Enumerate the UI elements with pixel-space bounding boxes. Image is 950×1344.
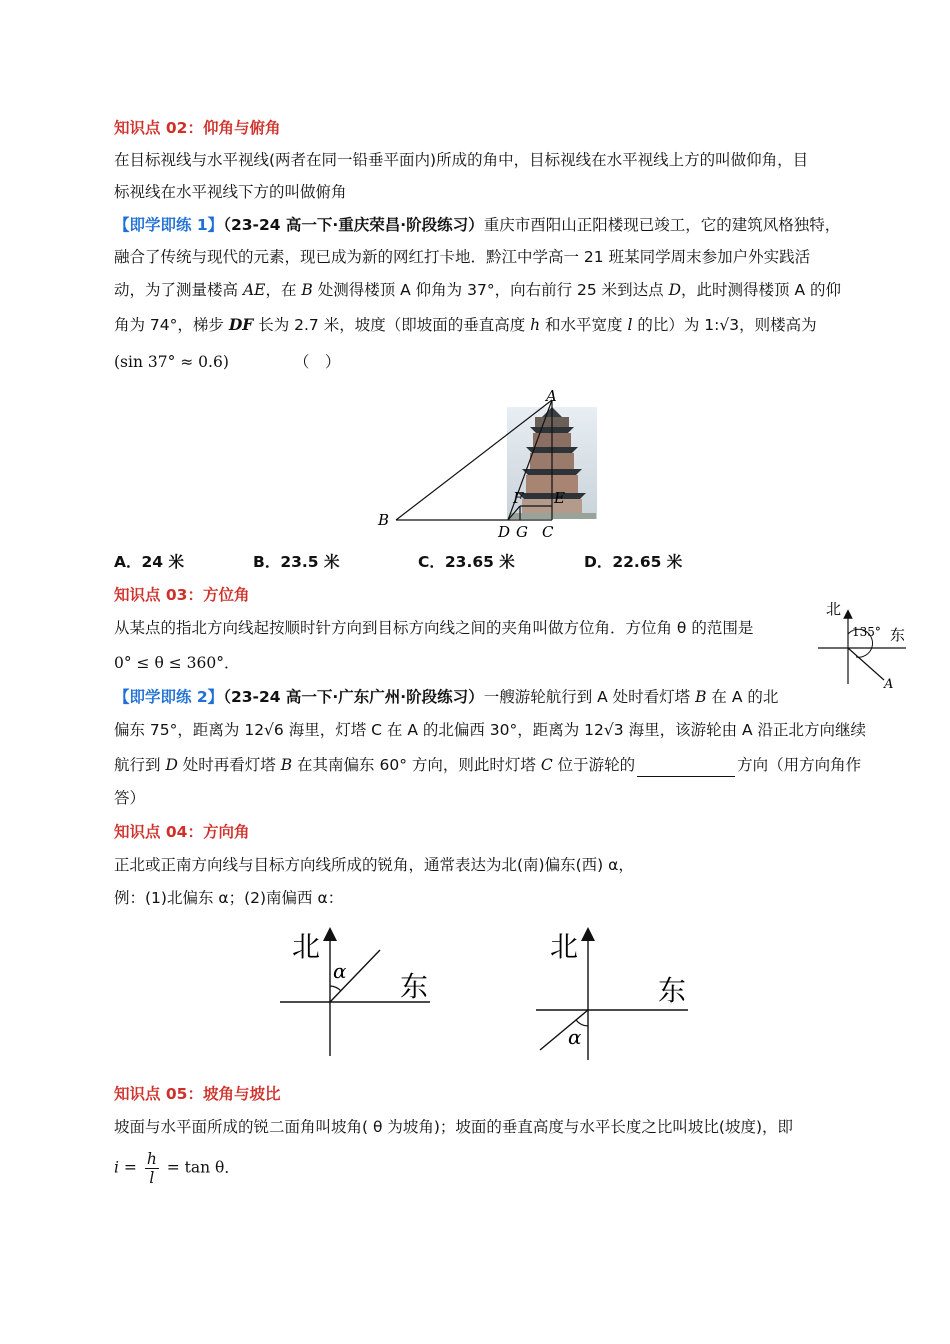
label-d: D	[498, 523, 511, 541]
option-d[interactable]: D．22.65 米	[584, 553, 683, 571]
north-label: 北	[826, 600, 842, 618]
label-a: A	[546, 387, 557, 405]
ex2-l3c: 处时再看灯塔	[177, 756, 281, 774]
eq-denominator: l	[149, 1169, 155, 1187]
kp04-title: 知识点 04：方向角	[114, 823, 250, 841]
label-f: F	[513, 489, 524, 507]
ne-east-label: 东	[400, 970, 429, 1003]
ex1-tag: 【即学即练 1】	[114, 216, 224, 234]
bearing-figure	[812, 594, 922, 692]
kp05-text-1: 坡面与水平面所成的锐二面角叫坡角( θ 为坡角)；坡面的垂直高度与水平长度之比叫坡比(坡度)，即	[114, 1118, 794, 1136]
ex2-l3e: 在其南偏东 60° 方向，则此时灯塔	[292, 756, 541, 774]
ne-arc	[330, 986, 341, 991]
ex2-l3h: 方向（用方向角作	[737, 756, 862, 774]
ne-north-label: 北	[292, 930, 321, 963]
kp02-text-1: 在目标视线与水平视线(两者在同一铅垂平面内)所成的角中，目标视线在水平视线上方的叫做仰角，目	[114, 151, 809, 169]
kp05-title: 知识点 05：坡角与坡比	[114, 1085, 281, 1103]
ex1-var-d: D	[668, 281, 682, 299]
eq-tan: = tan θ．	[166, 1158, 240, 1177]
kp03-text-1: 从某点的指北方向线起按顺时针方向到目标方向线之间的夹角叫做方位角．方位角 θ 的范围是	[114, 619, 754, 637]
ex1-source: （23-24 高一下·重庆荣昌·阶段练习）	[223, 216, 484, 234]
eq-i: i	[114, 1158, 119, 1177]
label-e: E	[554, 489, 565, 507]
kp04-text-2: 例：(1)北偏东 α；(2)南偏西 α：	[114, 889, 344, 907]
answer-blank[interactable]	[637, 760, 735, 777]
eq-equals: =	[123, 1158, 137, 1177]
ex1-l4g: 的比）为 1:√3，则楼高为	[632, 316, 817, 334]
ex2-line-3	[114, 753, 861, 777]
ex2-var-b2: B	[280, 756, 293, 774]
ex1-line-4	[114, 313, 817, 337]
eq-numerator: h	[146, 1150, 157, 1168]
ex1-var-df: DF	[228, 315, 254, 334]
ex1-l4c: 长为 2.7 米，坡度（即坡面的垂直高度	[253, 316, 531, 334]
sw-alpha-label: α	[568, 1025, 582, 1049]
eq-fraction	[145, 1150, 159, 1187]
ex1-l3c: ，在	[265, 281, 302, 299]
point-a-label: A	[884, 677, 894, 692]
ex2-line-1	[114, 685, 778, 709]
kp05-equation	[114, 1150, 240, 1187]
sw-alpha-figure	[528, 920, 698, 1065]
ex1-var-l: l	[627, 316, 633, 334]
kp02-title: 知识点 02：仰角与俯角	[114, 119, 281, 137]
ex1-sin-hint: (sin 37° ≈ 0.6)	[114, 353, 229, 371]
ex1-l4e: 和水平宽度	[540, 316, 628, 334]
ex1-line-3	[114, 278, 841, 302]
ex2-tag: 【即学即练 2】	[114, 688, 224, 706]
option-b[interactable]: B．23.5 米	[253, 553, 340, 571]
sw-east-label: 东	[658, 974, 687, 1007]
ex1-l4a: 角为 74°，梯步	[114, 316, 229, 334]
kp03-text-2: 0° ≤ θ ≤ 360°．	[114, 654, 240, 672]
option-a[interactable]: A．24 米	[114, 553, 184, 571]
ex2-var-d: D	[165, 756, 178, 774]
angle-label: 135°	[852, 625, 881, 639]
sw-north-label: 北	[550, 930, 579, 963]
ex2-l1c: 在 A 的北	[706, 688, 779, 706]
ex1-l3e: 处测得楼顶 A 仰角为 37°，向右前行 25 米到达点	[312, 281, 669, 299]
ne-alpha-label: α	[333, 959, 347, 983]
ex2-line-4: 答）	[114, 789, 146, 807]
ex2-l3a: 航行到	[114, 756, 166, 774]
label-g: G	[516, 523, 528, 541]
option-c[interactable]: C．23.65 米	[418, 553, 515, 571]
ex1-var-ae: AE	[242, 281, 266, 299]
bearing-line	[848, 648, 884, 680]
ex2-source: （23-24 高一下·广东广州·阶段练习）	[223, 688, 484, 706]
ex2-var-c: C	[540, 756, 553, 774]
label-b: B	[378, 511, 390, 529]
label-c: C	[542, 523, 554, 541]
ex1-l3a: 动，为了测量楼高	[114, 281, 243, 299]
ex2-l1a: 一艘游轮航行到 A 处时看灯塔	[483, 688, 696, 706]
ex1-line-5	[114, 350, 340, 374]
ne-alpha-figure	[270, 920, 440, 1060]
ex2-l3g: 位于游轮的	[552, 756, 636, 774]
ex2-line-2: 偏东 75°，距离为 12√6 海里，灯塔 C 在 A 的北偏西 30°，距离为 12√3 海里，该游轮由 A 沿正北方向继续	[114, 721, 867, 739]
kp02-text-2: 标视线在水平视线下方的叫做俯角	[114, 183, 347, 201]
ex1-var-b: B	[301, 281, 313, 299]
answer-blank-paren: （ ）	[293, 353, 341, 371]
ex1-var-h: h	[530, 316, 541, 334]
east-label: 东	[890, 626, 906, 644]
kp03-title: 知识点 03：方位角	[114, 586, 250, 604]
ex2-var-b: B	[695, 688, 707, 706]
ex1-line-1	[114, 213, 840, 237]
ex1-l3g: ，此时测得楼顶 A 的仰	[681, 281, 841, 299]
ex1-text-1: 重庆市酉阳山正阳楼现已竣工，它的建筑风格独特，	[483, 216, 841, 234]
kp04-text-1: 正北或正南方向线与目标方向线所成的锐角，通常表达为北(南)偏东(西) α，	[114, 856, 634, 874]
ex1-line-2: 融合了传统与现代的元素，现已成为新的网红打卡地．黔江中学高一 21 班某同学周末参加户外实践活	[114, 248, 811, 266]
tower-figure	[370, 385, 610, 545]
